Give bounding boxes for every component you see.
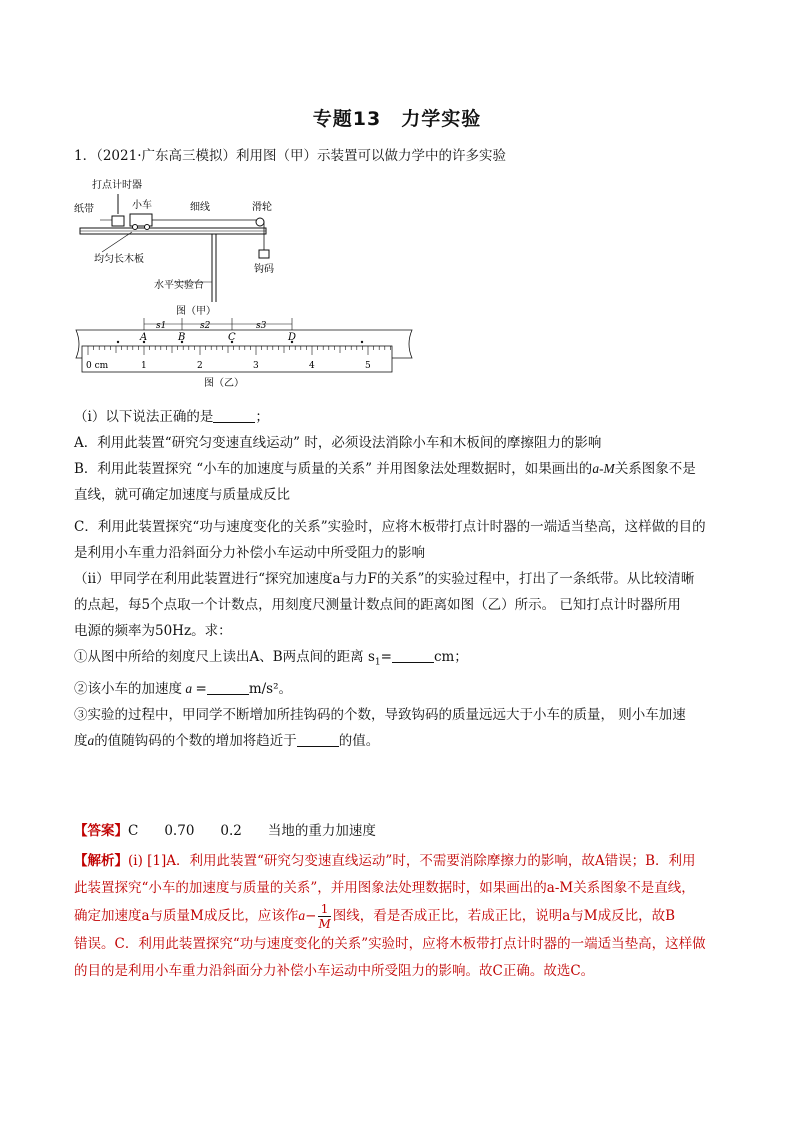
seg-s2: s2 [200,321,211,331]
part2-cont1: 的点起，每5个点取一个计数点，用刻度尺测量计数点间的距离如图（乙）所示。 已知打点计时器所用 [74,597,681,613]
analysis-line-2: 此装置探究“小车的加速度与质量的关系”，并用图象法处理数据时，如果画出的a-M关系图象不是直线， [74,880,695,896]
table-label: 水平实验台 [154,280,204,291]
option-b: B．利用此装置探究 “小车的加速度与质量的关系” 并用图象法处理数据时，如果画出的a-M关系图象不是 [74,461,696,477]
analysis-block [74,848,724,985]
point-d: D [288,332,297,343]
fraction-1-over-m: $\frac{1}{M}$ [318,902,331,931]
point-b: B [178,332,186,343]
part2-cont2: 电源的频率为50Hz。求： [74,623,232,639]
string-label: 细线 [190,202,210,213]
timer-label: 打点计时器 [92,180,142,191]
fig-a-label: 图（甲） [176,306,216,317]
fig-b-label: 图（乙） [204,378,244,389]
question-body [74,404,724,754]
analysis-line-1: 【解析】(i) [1]A．利用此装置“研究匀变速直线运动”时，不需要消除摩擦力的影响，故A错误；B．利用 [74,853,696,869]
option-b-cont: 直线，就可确定加速度与质量成反比 [74,487,290,503]
answer-value: 0.2 [220,823,242,839]
point-c: C [228,332,236,343]
ruler-num-2: 2 [197,361,203,371]
answer-value: C [128,823,139,839]
option-c-cont: 是利用小车重力沿斜面分力补偿小车运动中所受阻力的影响 [74,545,425,561]
analysis-line-3: 确定加速度a与质量M成反比，应该作a− $\frac{1}{M}$ 图线，看是否成正比，若成正比，说明a与M成反比，故B [74,902,676,931]
answer-value: 当地的重力加速度 [267,823,376,839]
seg-s3: s3 [256,321,267,331]
ruler-num-3: 3 [253,361,259,371]
analysis-line-4: 错误。C．利用此装置探究“功与速度变化的关系”实验时，应将木板带打点计时器的一端适当垫高，这样做 [74,936,706,952]
ruler-num-4: 4 [309,361,315,371]
sub-question-3-cont: 度a的值随钩码的个数的增加将趋近于 的值。 [74,732,380,749]
answer-blank [213,408,255,423]
option-c: C．利用此装置探究“功与速度变化的关系”实验时，应将木板带打点计时器的一端适当垫高，这样做的目的 [74,519,706,535]
board-label: 均匀长木板 [94,254,144,265]
point-a: A [140,332,148,343]
part2: （ii）甲同学在利用此装置进行“探究加速度a与力F的关系”的实验过程中，打出了一条纸带。从比较清晰 [74,571,695,587]
weight-label: 钩码 [254,264,274,275]
sub-question-3: ③实验的过程中，甲同学不断增加所挂钩码的个数，导致钩码的质量远远大于小车的质量， 则小车加速 [74,706,686,723]
seg-s1: s1 [156,321,167,331]
question-intro: 1．（2021·广东高三模拟）利用图（甲）示装置可以做力学中的许多实验 [74,148,506,164]
sub-question-1: ①从图中所给的刻度尺上读出A、B两点间的距离 $s_1=$ cm； [74,649,468,668]
sub-question-2: ②该小车的加速度 a = m/s²。 [74,680,293,697]
cart-label: 小车 [132,200,152,211]
apparatus-figure [72,172,422,394]
answer-line: 【答案】C 0.70 0.2 当地的重力加速度 [74,818,724,844]
answer-values [128,823,402,839]
option-a: A．利用此装置“研究匀变速直线运动” 时，必须设法消除小车和木板间的摩擦阻力的影响 [74,435,602,451]
ruler-num-5: 5 [365,361,371,371]
page-title: 专题13 力学实验 [312,108,482,130]
analysis-line-5: 的目的是利用小车重力沿斜面分力补偿小车运动中所受阻力的影响。故C正确。故选C。 [74,963,595,979]
answer-value: 0.70 [164,823,195,839]
part1: （i）以下说法正确的是 ； [74,409,269,425]
ruler-num-1: 1 [141,361,147,371]
pulley-label: 滑轮 [252,202,272,213]
ruler-num-0: 0 cm [86,361,109,371]
tape-label: 纸带 [74,204,94,215]
